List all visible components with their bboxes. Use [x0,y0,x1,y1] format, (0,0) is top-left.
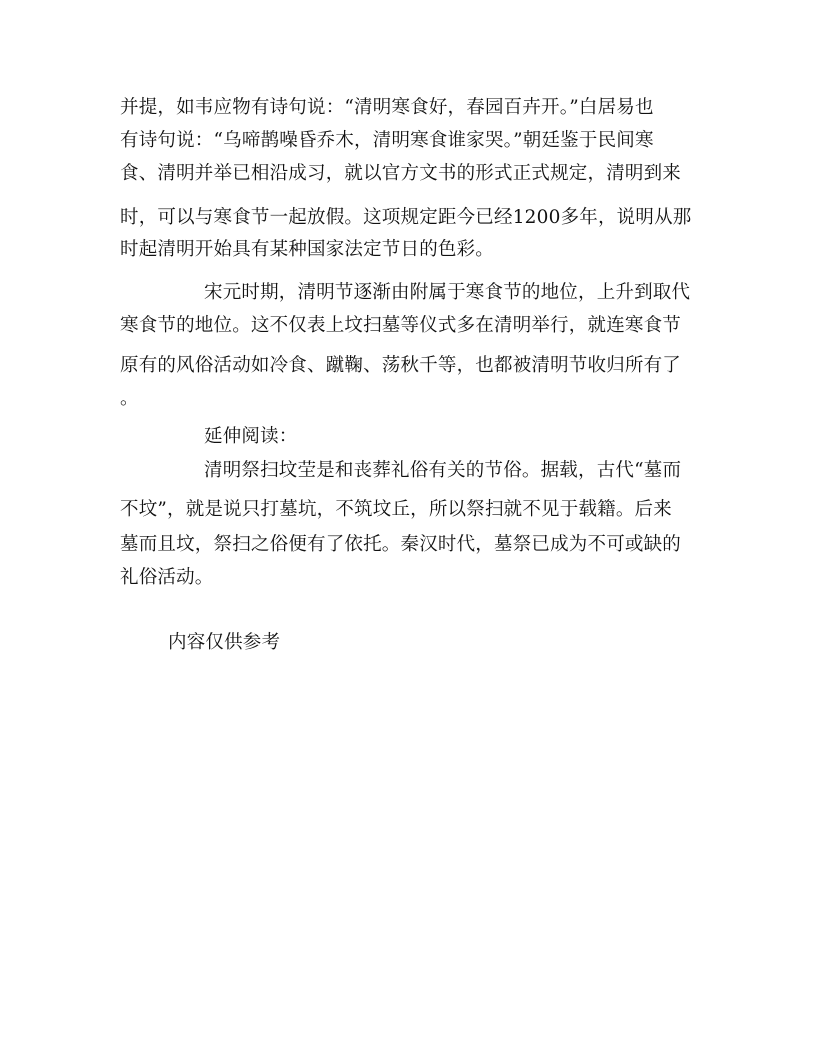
paragraph-1-line-1: 并提，如韦应物有诗句说：“清明寒食好，春园百卉开。”白居易也 [120,97,654,118]
footer-note: 内容仅供参考 [168,632,281,653]
paragraph-3-line-2: 不坟”，就是说只打墓坑，不筑坟丘，所以祭扫就不见于载籍。后来 [120,499,672,520]
paragraph-1-line-4: 时，可以与寒食节一起放假。这项规定距今已经1200多年，说明从那 [120,207,692,228]
paragraph-3-line-4: 礼俗活动。 [120,567,214,588]
paragraph-2-line-4: 。 [120,388,139,409]
paragraph-3-line-3: 墓而且坟，祭扫之俗便有了依托。秦汉时代，墓祭已成为不可或缺的 [120,534,682,555]
paragraph-2-line-3: 原有的风俗活动如冷食、蹴鞠、荡秋千等，也都被清明节收归所有了 [120,355,682,376]
extended-reading-heading: 延伸阅读： [204,426,298,447]
paragraph-2-line-2: 寒食节的地位。这不仅表上坟扫墓等仪式多在清明举行，就连寒食节 [120,315,682,336]
paragraph-3-line-1: 清明祭扫坟茔是和丧葬礼俗有关的节俗。据载，古代“墓而 [204,460,682,481]
paragraph-1-line-5: 时起清明开始具有某种国家法定节日的色彩。 [120,239,495,260]
paragraph-1-line-2: 有诗句说：“乌啼鹊噪昏乔木，清明寒食谁家哭。”朝廷鉴于民间寒 [120,130,654,151]
paragraph-1-line-3: 食、清明并举已相沿成习，就以官方文书的形式正式规定，清明到来 [120,163,682,184]
paragraph-2-line-1: 宋元时期，清明节逐渐由附属于寒食节的地位，上升到取代 [204,282,691,303]
